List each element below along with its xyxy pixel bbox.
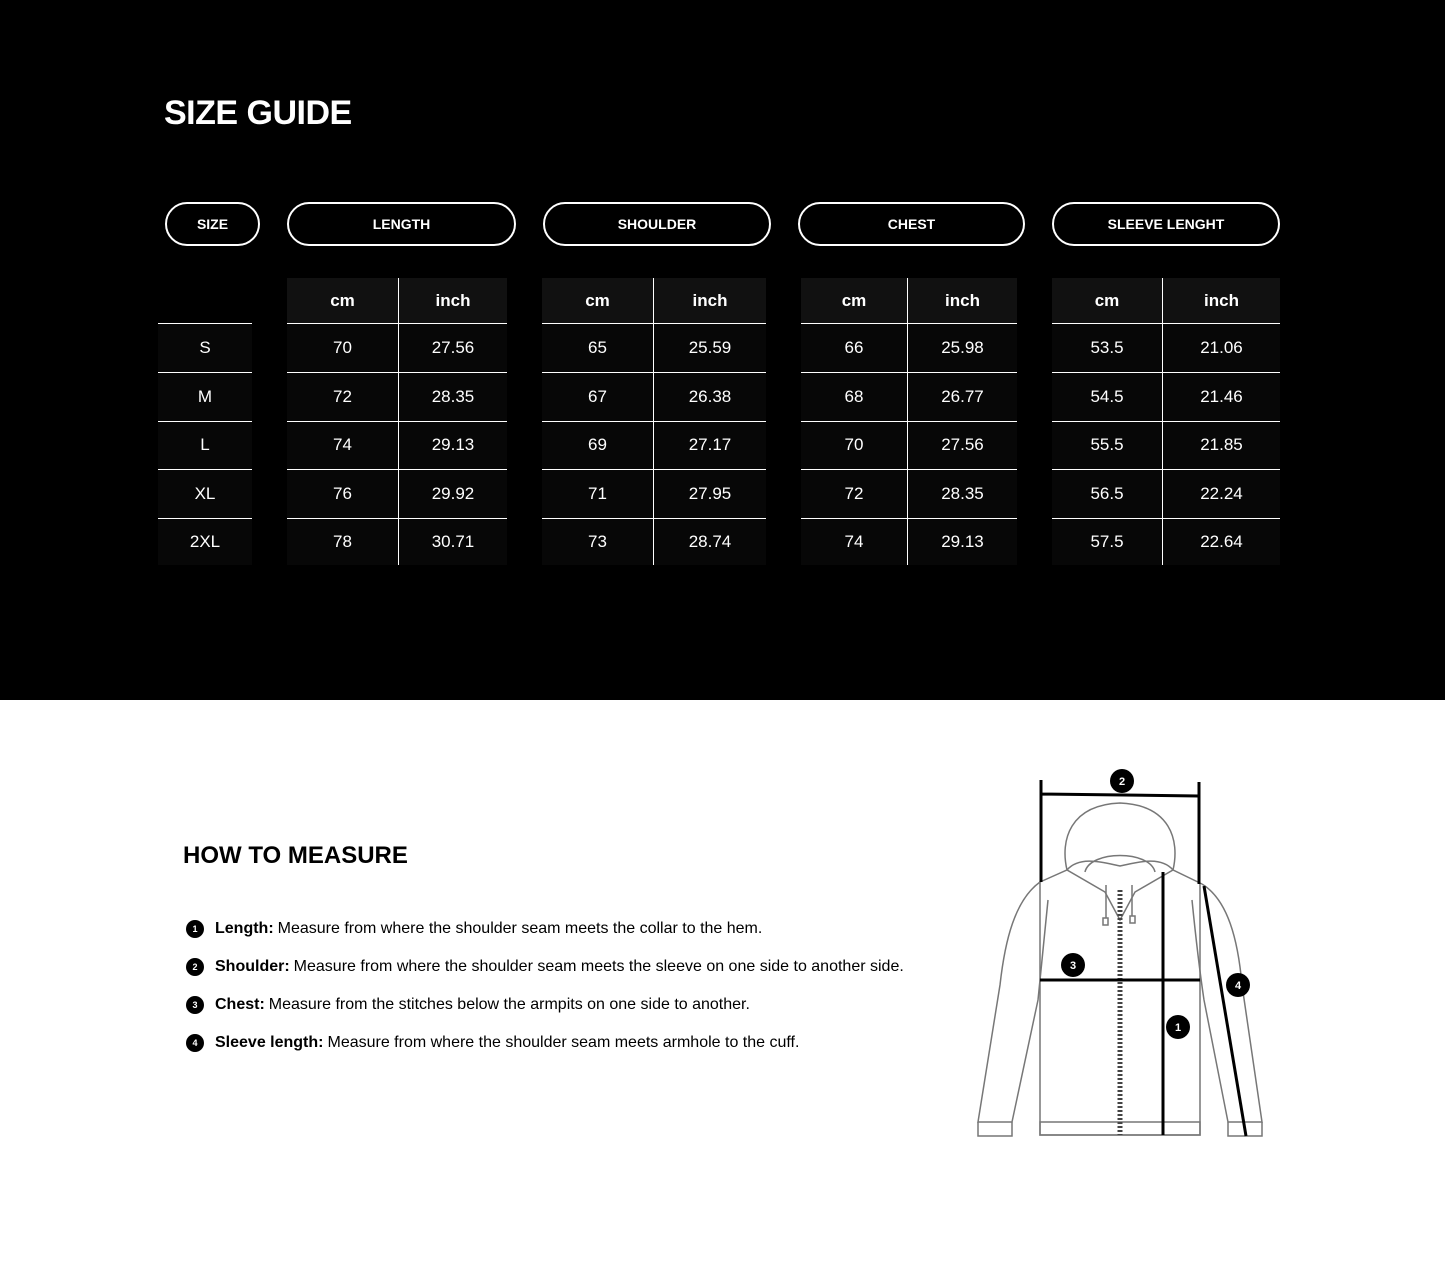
unit-inch: inch [653,278,766,323]
table-cell: 27.95 [653,470,766,518]
table-cell: 21.46 [1162,373,1280,421]
measure-steps [186,910,904,1062]
step-text: Measure from the stitches below the armpits on one side to another. [268,996,750,1013]
table-cell: 72 [333,386,352,406]
table-cell: 27.56 [907,422,1017,470]
shoulder-table [542,278,766,565]
table-cell: 74 [333,435,352,455]
table-cell: 66 [844,337,864,357]
hoodie-diagram [960,760,1280,1160]
table-cell: 76 [333,484,352,504]
table-cell: 65 [588,337,607,357]
table-cell: 21.85 [1162,422,1280,470]
step-shoulder [186,948,904,986]
table-cell: 78 [333,532,352,552]
table-cell: 29.13 [907,519,1017,565]
unit-inch: inch [398,278,507,323]
unit-inch: inch [1162,278,1280,323]
header-chest: CHEST [798,202,1025,246]
table-cell: 70 [844,435,864,455]
step-text: Measure from where the shoulder seam meets the sleeve on one side to another side. [293,958,904,975]
size-label: L [200,435,210,455]
table-cell: 28.35 [907,470,1017,518]
table-cell: 27.56 [398,324,507,372]
table-cell: 54.5 [1090,386,1124,406]
table-cell: 21.06 [1162,324,1280,372]
diagram-marker-2 [1110,769,1134,793]
table-cell: 30.71 [398,519,507,565]
table-cell: 25.98 [907,324,1017,372]
diagram-marker-3 [1061,953,1085,977]
table-cell: 26.77 [907,373,1017,421]
table-cell: 27.17 [653,422,766,470]
table-cell: 69 [588,435,607,455]
sleeve-table [1052,278,1280,565]
table-cell: 28.35 [398,373,507,421]
svg-text:4: 4 [1234,980,1242,992]
table-cell: 53.5 [1090,337,1124,357]
table-cell: 55.5 [1090,435,1124,455]
size-guide-title: SIZE GUIDE [164,94,352,132]
table-cell: 71 [588,484,607,504]
header-shoulder: SHOULDER [543,202,771,246]
step-sleeve-length [186,1024,904,1062]
unit-cm: cm [841,290,867,310]
step-text: Measure from where the shoulder seam meets armhole to the cuff. [327,1034,800,1051]
size-label: XL [194,484,216,504]
table-cell: 26.38 [653,373,766,421]
size-label: S [199,337,211,357]
size-column [158,278,252,565]
table-cell: 22.64 [1162,519,1280,565]
size-label: M [197,386,213,406]
table-cell: 73 [588,532,607,552]
unit-cm: cm [585,290,610,310]
how-to-measure-title: HOW TO MEASURE [183,842,408,869]
unit-inch: inch [907,278,1017,323]
length-table [287,278,507,565]
table-cell: 28.74 [653,519,766,565]
table-cell: 57.5 [1090,532,1124,552]
diagram-marker-4 [1226,973,1250,997]
step-length [186,910,904,948]
step-label: Length: [215,920,274,937]
table-cell: 74 [844,532,864,552]
table-cell: 22.24 [1162,470,1280,518]
number-badge: 3 [186,996,204,1014]
svg-text:3: 3 [1069,960,1077,972]
header-length: LENGTH [287,202,516,246]
table-cell: 56.5 [1090,484,1124,504]
table-cell: 29.92 [398,470,507,518]
table-cell: 29.13 [398,422,507,470]
step-label: Shoulder: [215,958,290,975]
number-badge: 4 [186,1034,204,1052]
size-header-row [158,278,252,324]
table-cell: 25.59 [653,324,766,372]
unit-cm: cm [1094,290,1120,310]
chest-table [801,278,1017,565]
number-badge: 1 [186,920,204,938]
step-chest [186,986,904,1024]
number-badge: 2 [186,958,204,976]
step-label: Chest: [215,996,265,1013]
step-text: Measure from where the shoulder seam meets the collar to the hem. [277,920,763,937]
header-sleeve-length: SLEEVE LENGHT [1052,202,1280,246]
table-cell: 67 [588,386,607,406]
table-cell: 68 [844,386,864,406]
size-label: 2XL [189,532,221,552]
header-size: SIZE [165,202,260,246]
svg-text:1: 1 [1174,1022,1182,1034]
table-cell: 70 [333,337,352,357]
step-label: Sleeve length: [215,1034,324,1051]
how-to-measure-section [0,700,1445,1285]
svg-text:2: 2 [1118,776,1126,788]
diagram-marker-1 [1166,1015,1190,1039]
unit-cm: cm [330,290,355,310]
table-cell: 72 [844,484,864,504]
